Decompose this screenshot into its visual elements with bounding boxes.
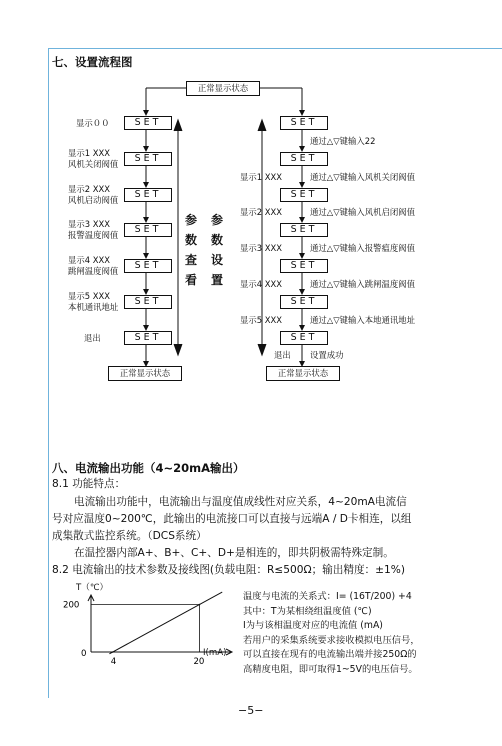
left-set-box-0: SET xyxy=(124,116,172,130)
left-set-box-3: SET xyxy=(124,223,172,237)
right-exit-label: 退出 xyxy=(274,350,291,360)
left-step-3-label: 显示3 XXX xyxy=(68,219,110,229)
note-line-1: 温度与电流的关系式：I= (16T/200) +4 xyxy=(243,591,412,602)
chart-xtick-0: 0 xyxy=(81,649,87,659)
section8-sub2: 8.2 电流输出的技术参数及接线图(负载电阻：R≤500Ω；输出精度：±1%) xyxy=(52,564,405,576)
right-set-box-2: SET xyxy=(280,188,328,202)
section8-para1-line3: 成集散式监控系统。（DCS系统） xyxy=(52,530,207,542)
right-note-4: 通过△▽键输入跳闸温度阀值 xyxy=(310,279,416,289)
right-note-0: 通过△▽键输入22 xyxy=(310,136,376,146)
bottom-state-box-left: 正常显示状态 xyxy=(108,366,182,381)
left-step-2-label: 显示2 XXX xyxy=(68,184,110,194)
chart-series-line xyxy=(109,592,222,654)
right-success-label: 设置成功 xyxy=(310,350,344,360)
left-step-5-desc: 本机通讯地址 xyxy=(68,302,119,312)
left-step-5-label: 显示5 XXX xyxy=(68,291,110,301)
right-set-box-1: SET xyxy=(280,152,328,166)
notes-block xyxy=(243,590,420,677)
left-set-box-4: SET xyxy=(124,259,172,273)
section8-sub1: 8.1 功能特点： xyxy=(52,478,126,490)
chart-xtick-20: 20 xyxy=(193,657,205,667)
chart-ylabel: T（℃） xyxy=(76,583,109,593)
section8-title: 八、电流输出功能（4~20mA输出） xyxy=(52,461,245,475)
right-display-5: 显示5 XXX xyxy=(240,315,282,325)
note-line-6: 高精度电阻，即可取得1~5V的电压信号。 xyxy=(243,663,418,675)
chart-ytick-200: 200 xyxy=(63,600,80,611)
left-set-box-5: SET xyxy=(124,295,172,309)
section8-para1-line2: 号对应温度0~200℃，此输出的电流接口可以直接与远端A / D卡相连，以组 xyxy=(52,513,412,525)
left-step-1-desc: 风机关闭阀值 xyxy=(68,159,119,169)
chart-point-0 xyxy=(112,651,114,653)
chart-point-1 xyxy=(199,604,201,606)
section7-title: 七、设置流程图 xyxy=(52,55,133,69)
left-step-3-desc: 报警温度阀值 xyxy=(68,230,119,240)
left-step-2-desc: 风机启动阀值 xyxy=(68,195,119,205)
left-step-1-label: 显示1 XXX xyxy=(68,148,110,158)
right-display-3: 显示3 XXX xyxy=(240,243,282,253)
note-line-5: 可以直接在现有的电流输出端并接250Ω的 xyxy=(243,649,417,660)
right-display-2: 显示2 XXX xyxy=(240,207,282,217)
right-set-box-6: SET xyxy=(280,331,328,345)
view-char-1: 数 xyxy=(184,233,197,247)
view-char-0: 参 xyxy=(184,213,197,227)
right-note-1: 通过△▽键输入风机关闭阀值 xyxy=(310,172,416,182)
right-note-2: 通过△▽键输入风机启闭阀值 xyxy=(310,207,416,217)
note-line-2: 其中：T为某相绕组温度值 (℃) xyxy=(243,605,372,617)
chart-xtick-4: 4 xyxy=(110,657,117,667)
left-set-box-1: SET xyxy=(124,152,172,166)
section8-para2: 在温控器内部A+、B+、C+、D+是相连的，即共阴极需特殊定制。 xyxy=(74,547,394,559)
section8-para1-line1: 电流输出功能中，电流输出与温度值成线性对应关系，4~20mA电流信 xyxy=(74,496,407,508)
page-number: −5− xyxy=(238,704,264,717)
right-display-1: 显示1 XXX xyxy=(240,172,282,182)
set-char-1: 数 xyxy=(210,233,223,247)
right-set-box-0: SET xyxy=(280,116,328,130)
set-char-0: 参 xyxy=(210,213,223,227)
right-display-4: 显示4 XXX xyxy=(240,279,282,289)
left-step-4-label: 显示4 XXX xyxy=(68,255,110,265)
right-set-box-3: SET xyxy=(280,223,328,237)
chart-xlabel: I(mA) xyxy=(203,648,227,658)
view-char-3: 看 xyxy=(184,273,197,287)
left-set-box-6: SET xyxy=(124,331,172,345)
right-note-5: 通过△▽键输入本地通讯地址 xyxy=(310,315,416,325)
note-line-3: I为与该相温度对应的电流值 (mA) xyxy=(243,620,383,631)
right-set-box-4: SET xyxy=(280,259,328,273)
set-char-3: 置 xyxy=(210,273,223,287)
top-state-box: 正常显示状态 xyxy=(186,81,260,96)
left-set-box-2: SET xyxy=(124,188,172,202)
note-line-4: 若用户的采集系统要求接收模拟电压信号， xyxy=(243,634,420,646)
view-char-2: 查 xyxy=(184,253,197,267)
bottom-state-box-right: 正常显示状态 xyxy=(266,366,340,381)
right-set-box-5: SET xyxy=(280,295,328,309)
left-step-0-label: 显示００ xyxy=(76,118,110,128)
right-note-3: 通过△▽键输入报警瘟度阀值 xyxy=(310,243,416,253)
left-step-4-desc: 跳闸温度阀值 xyxy=(68,266,119,276)
left-exit-label: 退出 xyxy=(84,333,101,343)
set-char-2: 设 xyxy=(210,253,223,267)
